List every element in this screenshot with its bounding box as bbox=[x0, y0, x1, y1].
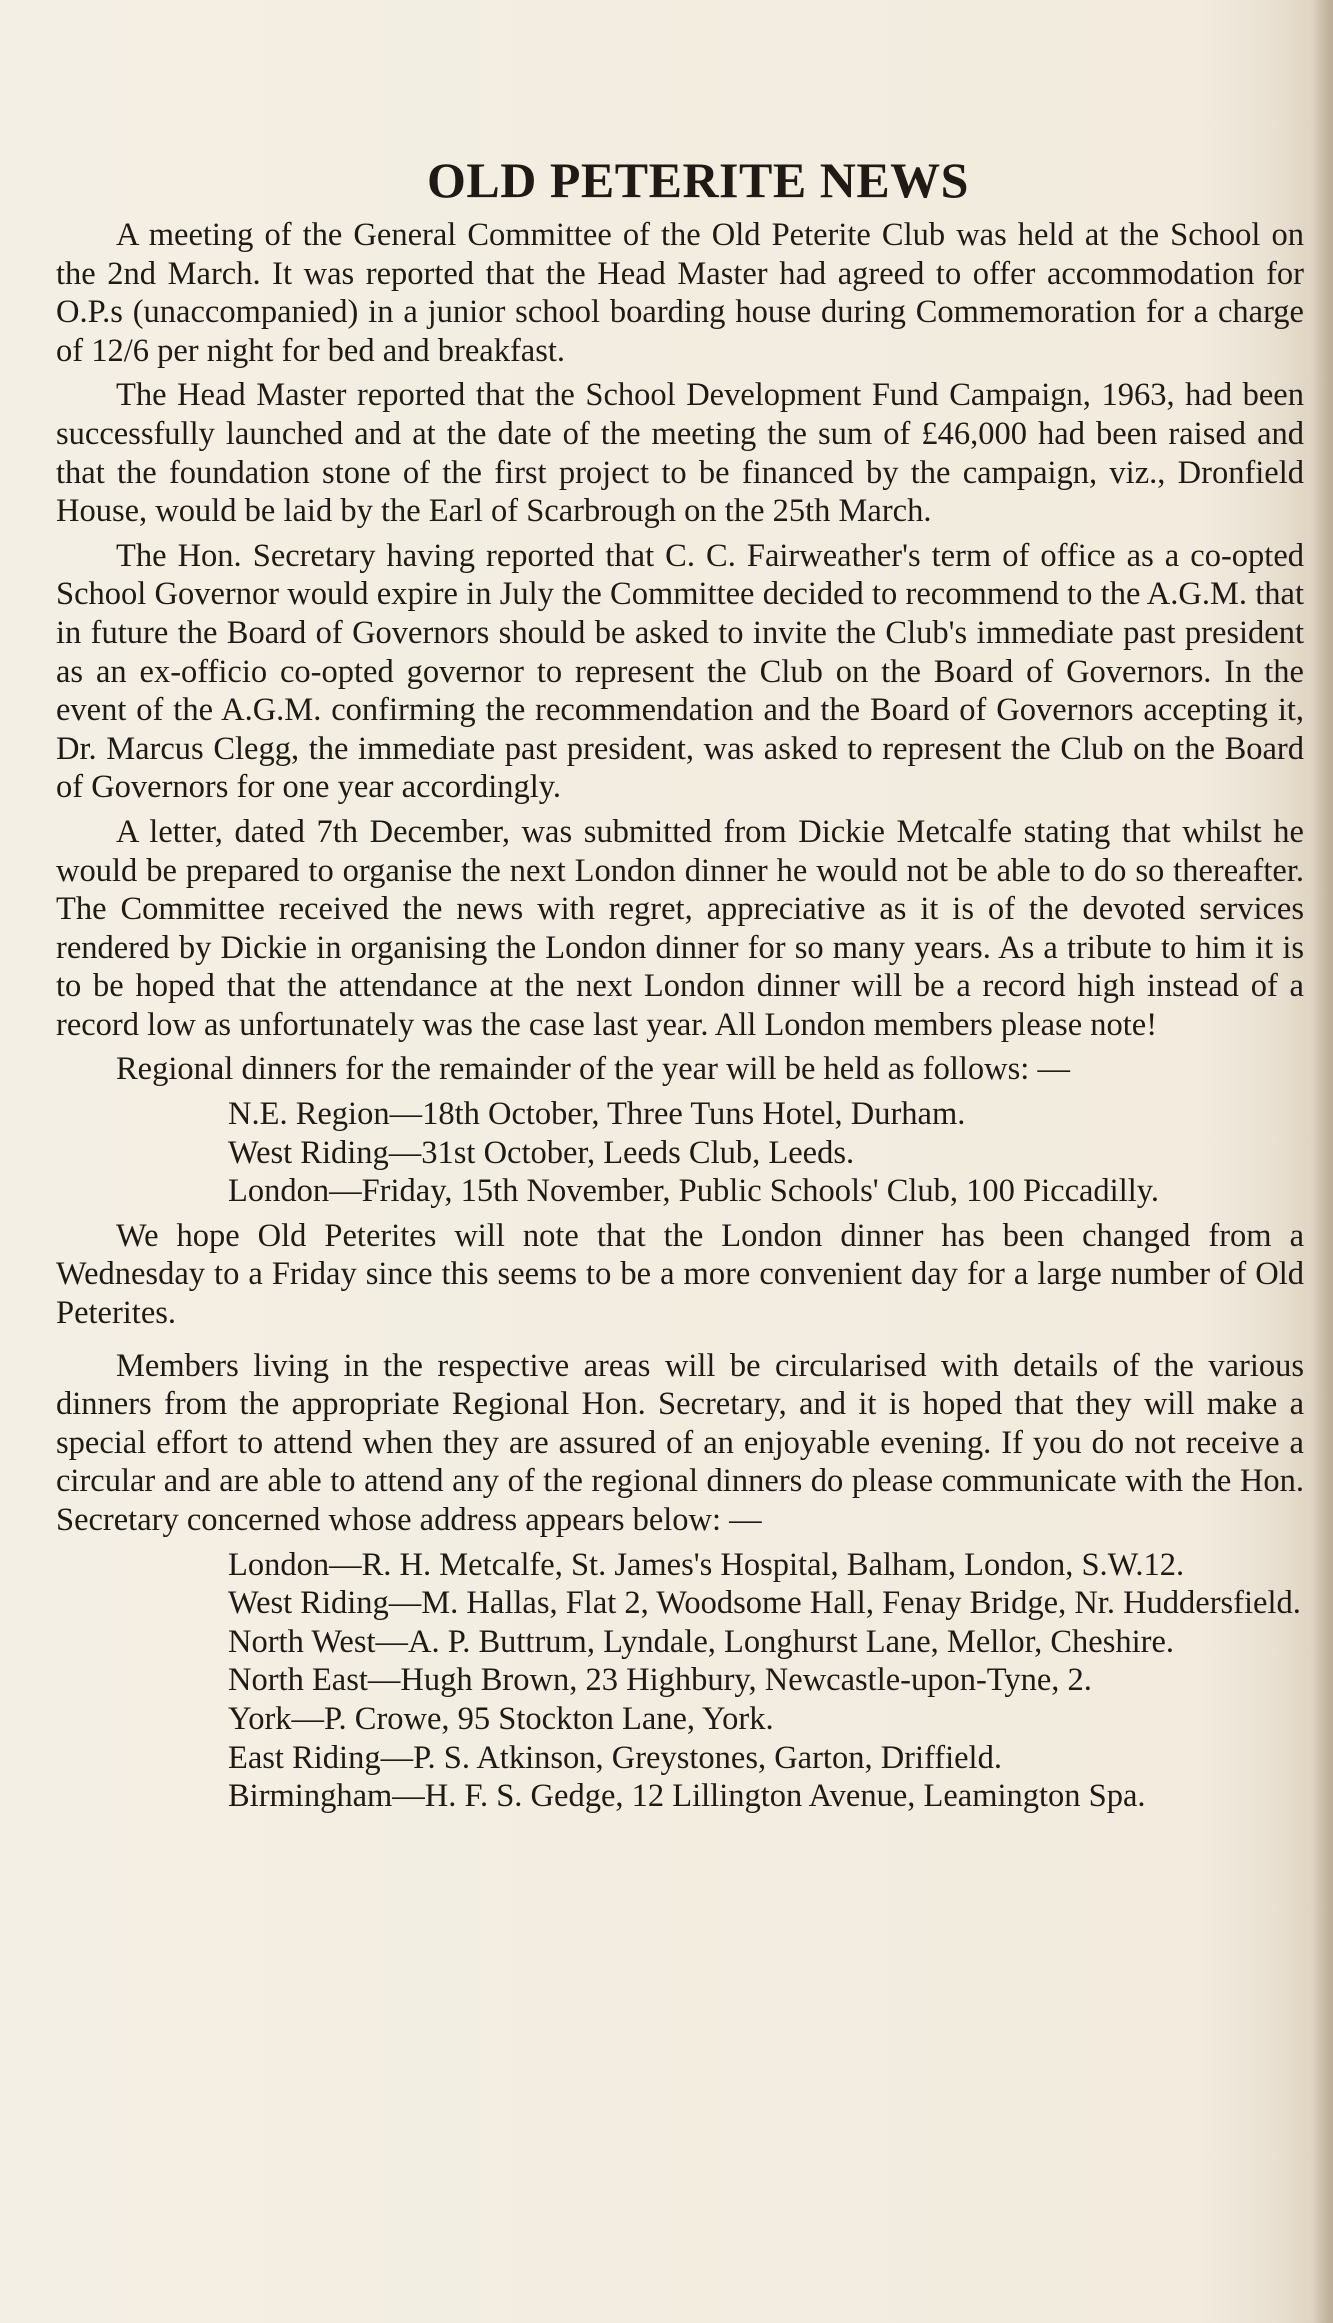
list-item-secretary-east-riding: East Riding—P. S. Atkinson, Greystones, Garton, Driffield. bbox=[228, 1739, 1002, 1776]
paragraph-committee-meeting: A meeting of the General Committee of the Old Peterite Club was held at the School on the 2nd March. It was reported that the Head Master had agreed to offer accommodation for O.P.s (unaccompanied) in a junior school boarding house during Commemoration for a charge of 12/6 per night for bed and breakfast. bbox=[56, 217, 1304, 369]
secretaries-list bbox=[56, 1546, 1304, 1816]
list-item-secretary-west-riding: West Riding—M. Hallas, Flat 2, Woodsome Hall, Fenay Bridge, Nr. Huddersfield. bbox=[228, 1585, 1301, 1622]
paragraph-london-dinner-letter: A letter, dated 7th December, was submitted from Dickie Metcalfe stating that whilst he would be prepared to organise the next London dinner he would not be able to do so thereafter. The Committee received the news with regret, appreciative as it is of the devoted services rendered by Dickie in organising the London dinner for so many years. As a tribute to him it is to be hoped that the attendance at the next London dinner will be a record high instead of a record low as unfortunately was the case last year. All London members please note! bbox=[56, 813, 1304, 1043]
article-title: OLD PETERITE NEWS bbox=[427, 152, 969, 208]
list-item-secretary-birmingham: Birmingham—H. F. S. Gedge, 12 Lillington Avenue, Leamington Spa. bbox=[228, 1778, 1146, 1815]
paragraph-london-dinner-change: We hope Old Peterites will note that the London dinner has been changed from a Wednesday to a Friday since this seems to be a more convenient day for a large number of Old Peterites. bbox=[56, 1217, 1304, 1332]
page-spine-shadow bbox=[1311, 0, 1333, 2323]
paragraph-development-fund: The Head Master reported that the School Development Fund Campaign, 1963, had been successfully launched and at the date of the meeting the sum of £46,000 had been raised and that the foundation stone of the first project to be financed by the campaign, viz., Dronfield House, would be laid by the Earl of Scarbrough on the 25th March. bbox=[56, 377, 1304, 530]
paragraph-governor: The Hon. Secretary having reported that C. C. Fairweather's term of office as a co-opted School Governor would expire in July the Committee decided to recommend to the A.G.M. that in future the Board of Governors should be asked to invite the Club's immediate past president as an ex-officio co-opted governor to represent the Club on the Board of Governors. In the event of the A.G.M. confirming the recommendation and the Board of Governors accepting it, Dr. Marcus Clegg, the immediate past president, was asked to represent the Club on the Board of Governors for one year accordingly. bbox=[56, 537, 1304, 806]
paragraph-circular-notice: Members living in the respective areas will be circularised with details of the various dinners from the appropriate Regional Hon. Secretary, and it is hoped that they will make a special effort to attend when they are assured of an enjoyable evening. If you do not receive a circular and are able to attend any of the regional dinners do please communicate with the Hon. Secretary concerned whose address appears below: — bbox=[56, 1347, 1304, 1538]
list-item-secretary-north-east: North East—Hugh Brown, 23 Highbury, Newcastle-upon-Tyne, 2. bbox=[228, 1662, 1092, 1699]
article bbox=[56, 150, 1304, 1822]
regional-dinners-list bbox=[56, 1095, 1304, 1211]
list-item-ne-region: N.E. Region—18th October, Three Tuns Hotel, Durham. bbox=[228, 1096, 966, 1133]
list-item-secretary-north-west: North West—A. P. Buttrum, Lyndale, Longhurst Lane, Mellor, Cheshire. bbox=[228, 1623, 1174, 1660]
list-item-secretary-london: London—R. H. Metcalfe, St. James's Hospital, Balham, London, S.W.12. bbox=[228, 1546, 1185, 1583]
list-item-london: London—Friday, 15th November, Public Schools' Club, 100 Piccadilly. bbox=[228, 1173, 1160, 1210]
list-item-west-riding: West Riding—31st October, Leeds Club, Leeds. bbox=[228, 1134, 855, 1171]
list-item-secretary-york: York—P. Crowe, 95 Stockton Lane, York. bbox=[228, 1700, 774, 1737]
paragraph-regional-dinners-intro: Regional dinners for the remainder of the year will be held as follows: — bbox=[116, 1051, 1070, 1088]
